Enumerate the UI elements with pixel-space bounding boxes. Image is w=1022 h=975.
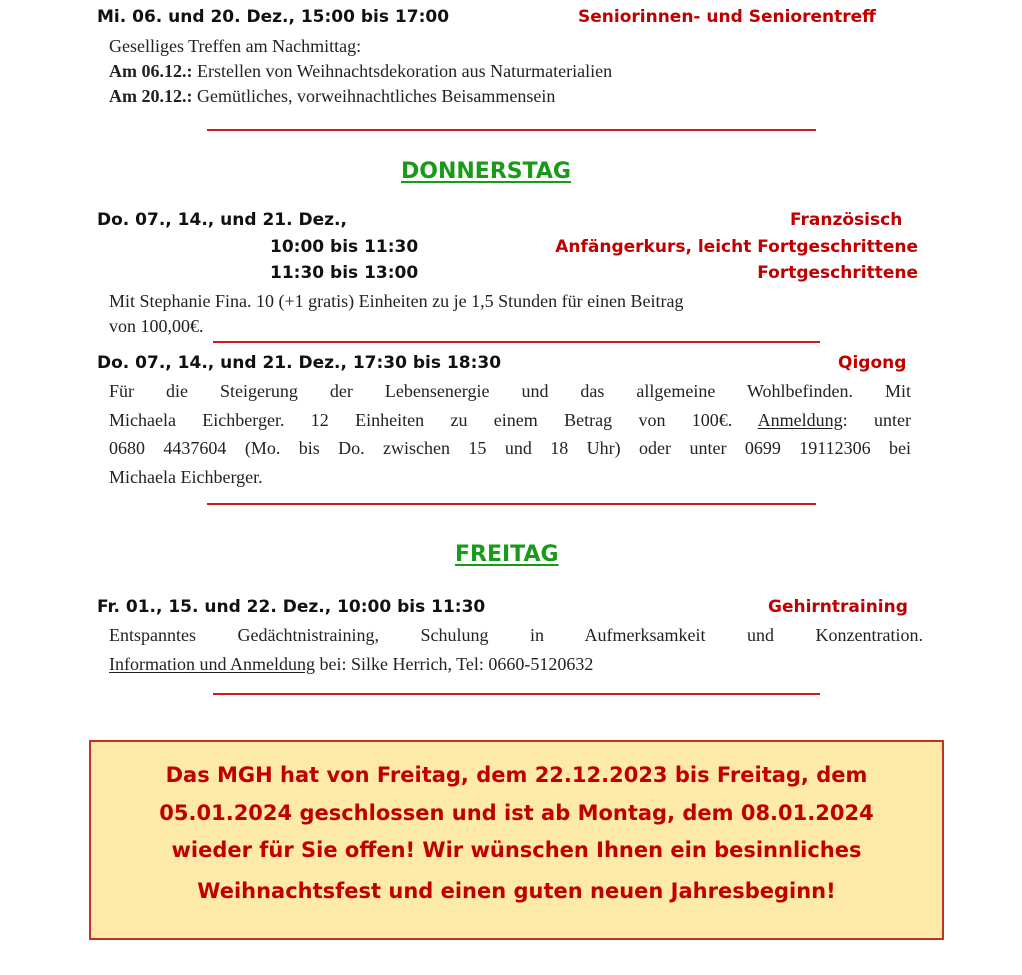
wednesday-item1-label: Am 06.12.: <box>109 61 193 81</box>
french-desc1: Mit Stephanie Fina. 10 (+1 gratis) Einheiten zu je 1,5 Stunden für einen Beitrag <box>109 291 684 311</box>
notice-line4: Weihnachtsfest und einen guten neuen Jahresbeginn! <box>197 879 836 903</box>
friday-title: Gehirntraining <box>768 597 908 617</box>
french-time2: 11:30 bis 13:00 <box>270 263 419 283</box>
notice-line2: 05.01.2024 geschlossen und ist ab Montag, dem 08.01.2024 <box>159 801 874 825</box>
divider <box>207 503 816 505</box>
wednesday-item1 <box>109 61 612 82</box>
french-desc2: von 100,00€. <box>109 316 204 336</box>
divider <box>207 129 816 131</box>
divider <box>213 341 820 343</box>
friday-desc2-text: bei: Silke Herrich, Tel: 0660-5120632 <box>314 654 594 674</box>
qigong-date: Do. 07., 14., und 21. Dez., 17:30 bis 18:30 <box>97 353 502 373</box>
notice-line1: Das MGH hat von Freitag, dem 22.12.2023 bis Freitag, dem <box>165 763 868 787</box>
friday-heading: FREITAG <box>455 542 559 567</box>
friday-desc2 <box>109 654 593 675</box>
thursday-heading: DONNERSTAG <box>401 159 571 184</box>
qigong-desc2a: Michaela Eichberger. 12 Einheiten zu einem Betrag von 100€. <box>109 410 758 430</box>
french-title: Französisch <box>790 210 903 230</box>
divider <box>213 693 820 695</box>
wednesday-item1-text: Erstellen von Weihnachtsdekoration aus Naturmaterialien <box>192 61 613 81</box>
friday-info-link: Information und Anmeldung <box>109 654 315 674</box>
french-level2: Fortgeschrittene <box>757 263 918 283</box>
friday-date: Fr. 01., 15. und 22. Dez., 10:00 bis 11:30 <box>97 597 486 617</box>
wednesday-title: Seniorinnen- und Seniorentreff <box>578 7 876 27</box>
notice-line3: wieder für Sie offen! Wir wünschen Ihnen ein besinnliches <box>171 838 862 862</box>
french-level1: Anfängerkurs, leicht Fortgeschrittene <box>555 237 918 257</box>
qigong-desc1: Für die Steigerung der Lebensenergie und das allgemeine Wohlbefinden. Mit <box>109 381 911 401</box>
qigong-title: Qigong <box>838 353 907 373</box>
wednesday-item2-label: Am 20.12.: <box>109 86 193 106</box>
wednesday-line1: Geselliges Treffen am Nachmittag: <box>109 36 362 56</box>
closure-notice <box>89 740 944 940</box>
qigong-desc2b: : unter <box>842 410 911 430</box>
wednesday-date: Mi. 06. und 20. Dez., 15:00 bis 17:00 <box>97 7 450 27</box>
french-date: Do. 07., 14., und 21. Dez., <box>97 210 347 230</box>
qigong-desc3: 0680 4437604 (Mo. bis Do. zwischen 15 und 18 Uhr) oder unter 0699 19112306 bei <box>109 438 911 458</box>
wednesday-item2-text: Gemütliches, vorweihnachtliches Beisammensein <box>192 86 556 106</box>
french-time1: 10:00 bis 11:30 <box>270 237 419 257</box>
friday-desc1: Entspanntes Gedächtnistraining, Schulung in Aufmerksamkeit und Konzentration. <box>109 625 923 645</box>
qigong-desc2 <box>109 410 911 431</box>
wednesday-item2 <box>109 86 555 107</box>
qigong-registration-link: Anmeldung <box>757 410 843 430</box>
qigong-desc4: Michaela Eichberger. <box>109 467 263 487</box>
